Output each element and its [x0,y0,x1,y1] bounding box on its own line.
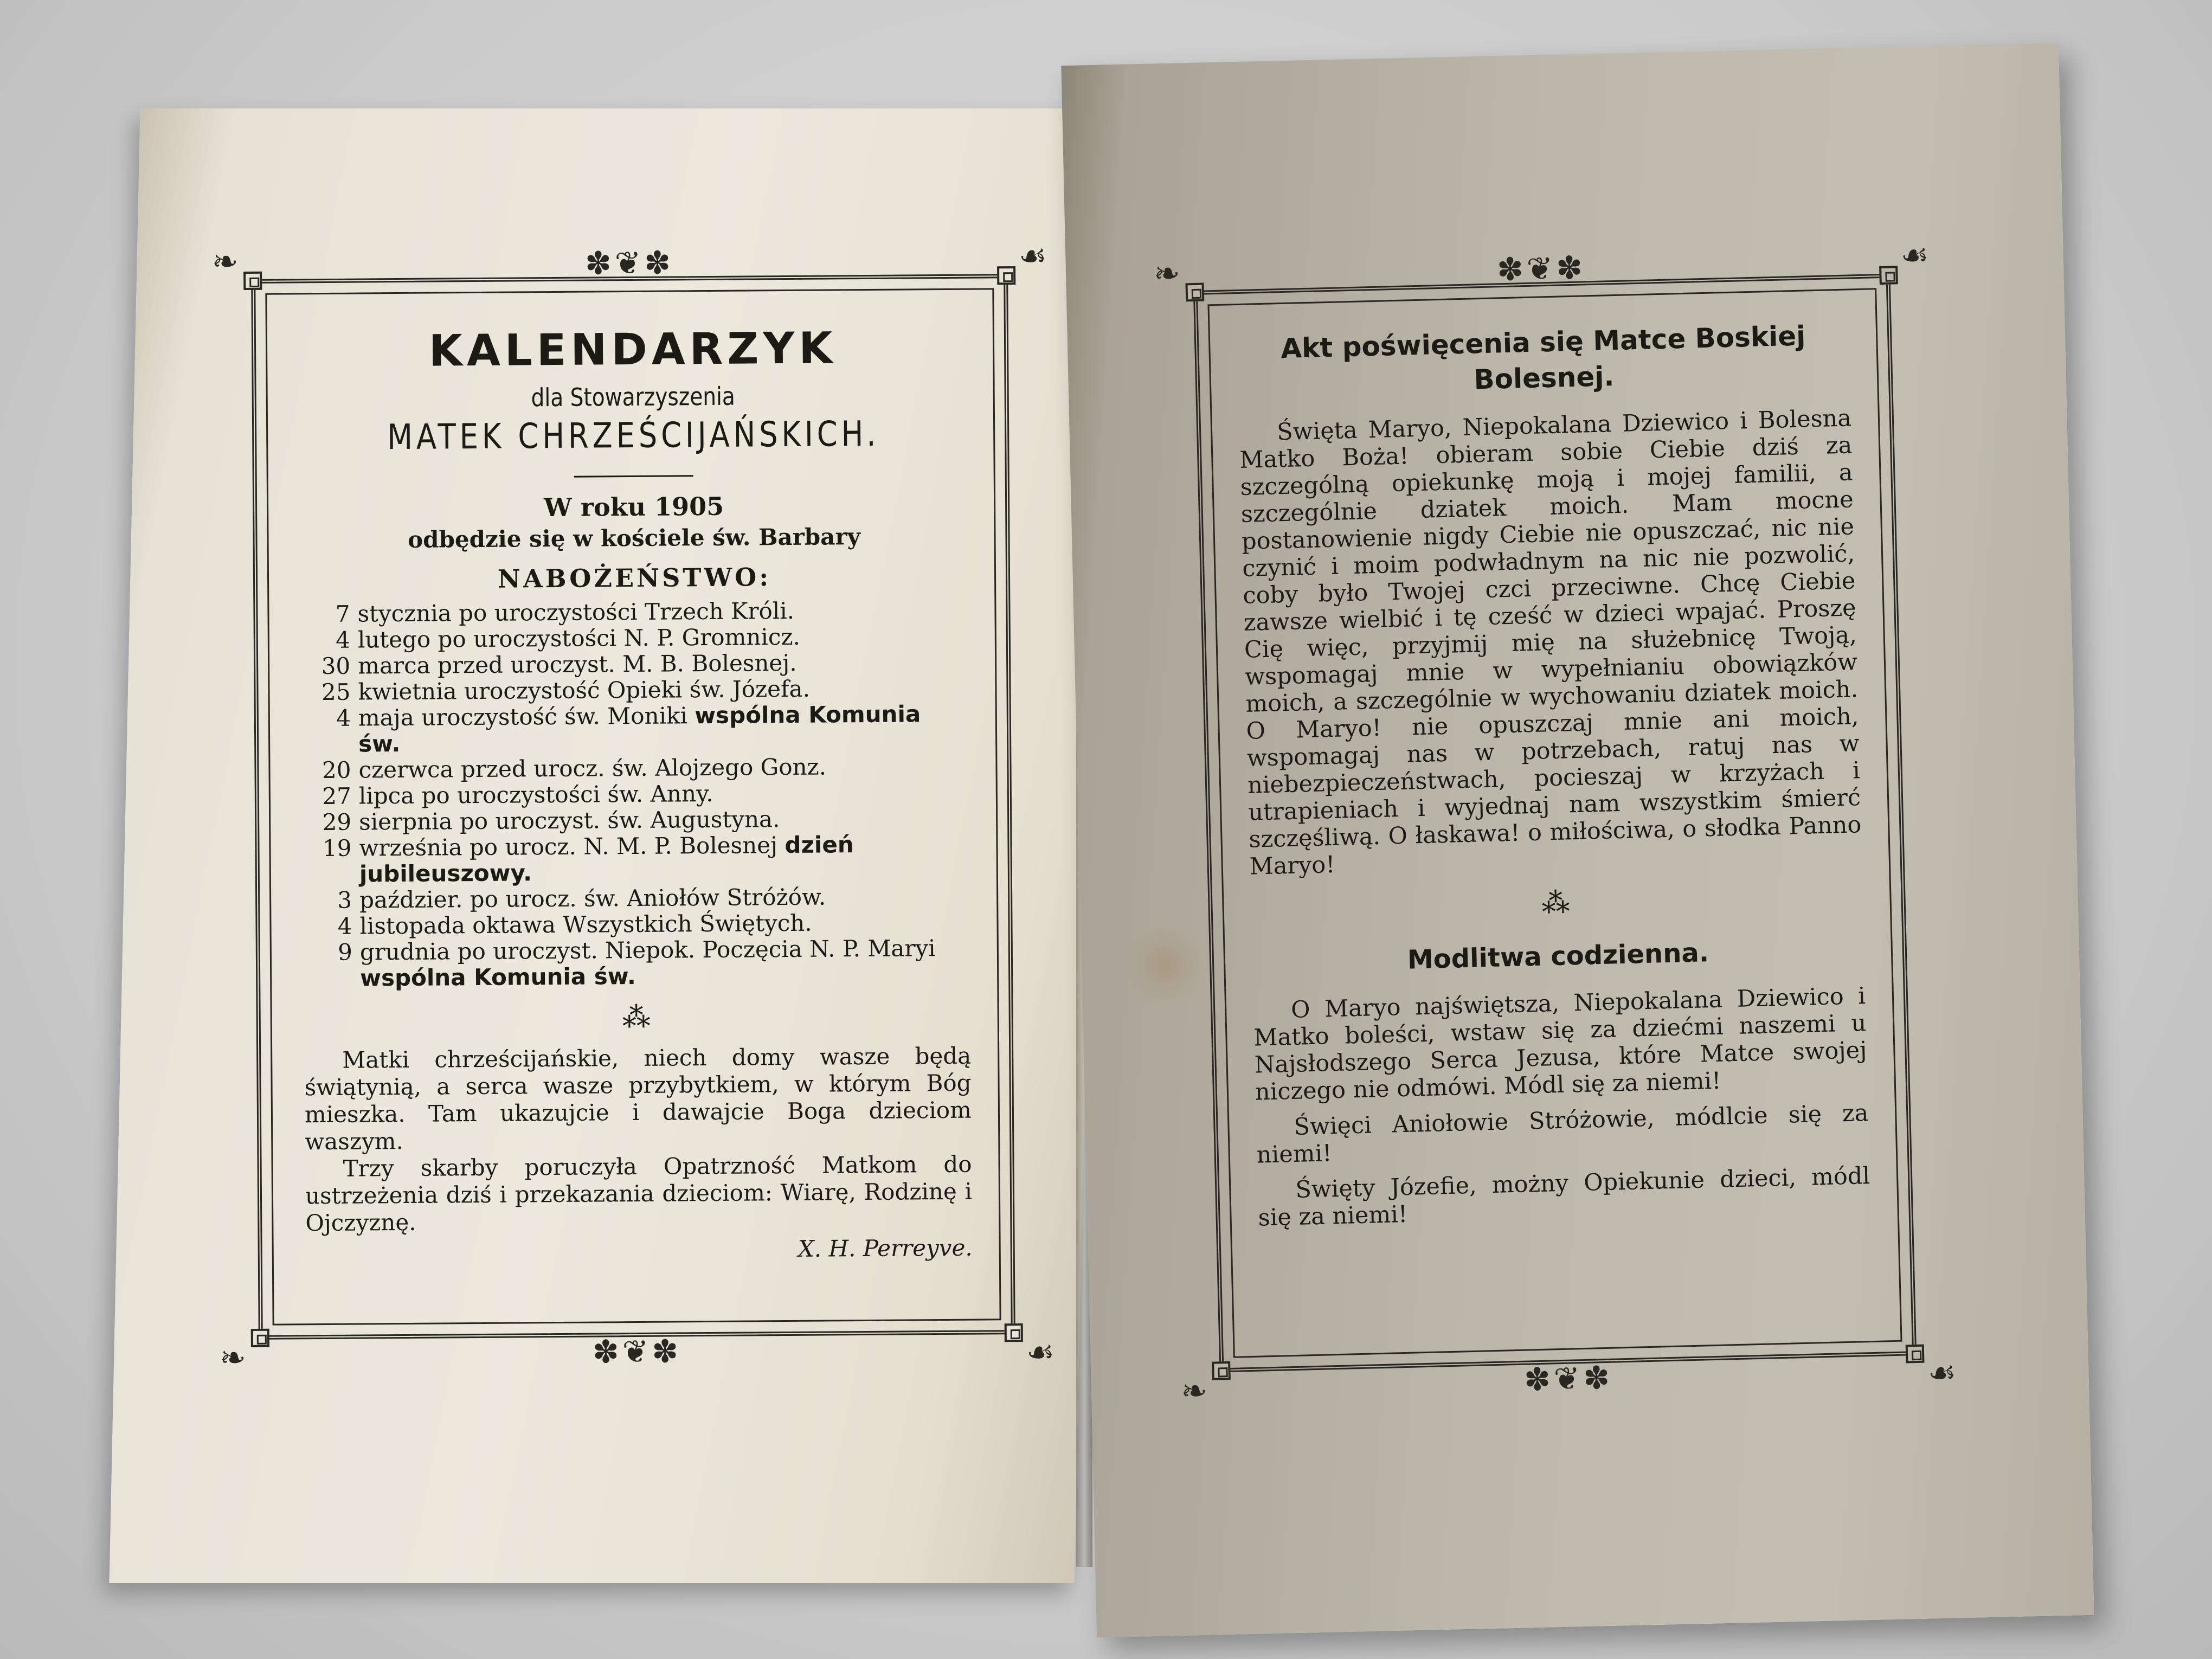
section-heading: Modlitwa codzienna. [1407,937,1709,975]
corner-ornament-icon [1005,1323,1023,1342]
paper-stain [1128,922,1204,1008]
calendar-text [359,831,970,888]
calendar-entry [302,753,969,784]
separator-ornament-icon: ⁂ [1541,886,1573,920]
daily-prayer-text: Święci Aniołowie Stróżowie, módlcie się za niemi! [1256,1099,1869,1169]
scroll-ornament-icon: ☙ [1927,1354,1957,1392]
calendar-text [360,935,971,992]
calendar-description: sierpnia po uroczyst. św. Augustyna. [359,806,780,835]
calendar-description: stycznia po uroczystości Trzech Króli. [357,597,795,627]
calendar-description: lutego po uroczystości N. P. Gromnicz. [357,623,801,653]
calendar-description: września po urocz. N. M. P. Bolesnej [359,832,778,861]
scroll-ornament-icon: ☙ [1026,1333,1055,1371]
calendar-highlight: wspólna Komunia św. [358,700,921,757]
calendar-entry [303,831,970,888]
corner-ornament-icon [1879,266,1898,285]
scroll-ornament-icon: ☙ [1900,236,1930,274]
prayer-text: Święta Maryo, Niepokalana Dziewico i Bolesna Matko Boża! obieram sobie Ciebie dziś za szczególną opiekunkę moją i mojej familii, a szczególnie dziatek moich. Mam mocne postanowienie nigdy Ciebie nie opuszczać, nic nie czynić i moim podwładnym na nic nie pozwolić, coby było Twojej czci przeciwne. Chcę Ciebie zawsze wielbić i tę cześć w dzieci wpajać. Proszę Cię więc, przyjmij mię na służebnicę Twoją, wspomagaj mnie w wypełnianiu obowiązków moich, a szczególnie w wychowaniu dziatek moich. O Maryo! nie opuszczaj mnie ani moich, wspomagaj nas w potrzebach, ratuj nas w niebezpieczeństwach, pocieszaj w krzyżach i utrapieniach i wyjednaj nam wszystkim śmierć szczęśliwą. O łaskawa! o miłościwa, o słodka Panno Maryo! [1239,404,1862,880]
calendar-description: grudnia po uroczyst. Niepok. Poczęcia N. P. Maryi [359,935,936,966]
calendar-text [358,623,968,653]
calendar-text [358,701,969,757]
calendar-highlight: wspólna Komunia św. [360,962,636,992]
paragraph: Matki chrześcijańskie, niech domy wasze będą świątynią, a serca wasze przybytkiem, w którym Bóg mieszka. Tam ukazujcie i dawajcie Boga dzieciom waszym. [304,1042,972,1155]
right-ornamental-frame [1153,236,1957,1410]
prayer-title: Akt poświęcenia się Matce Boskiej Bolesnej. [1280,320,1806,396]
calendar-day: 27 [322,782,352,810]
corner-ornament-icon [1185,283,1204,302]
calendar-description: maja uroczystość św. Moniki [358,702,688,731]
left-page-content [299,311,973,1266]
divider [574,475,693,478]
calendar-entry [304,935,971,992]
scroll-ornament-icon: ☙ [1018,237,1047,275]
calendar-text [359,883,970,914]
right-page-content [1236,300,1871,1231]
scroll-ornament-icon: ❧ [1153,254,1181,292]
calendar-entry [301,623,968,654]
scroll-ornament-icon: ✽❦✽ [584,244,674,282]
calendar-entry [301,597,968,628]
calendar-day: 9 [337,938,353,966]
corner-ornament-icon [1906,1345,1925,1364]
corner-ornament-icon [251,1329,269,1347]
page-title: KALENDARZYK [428,323,837,376]
daily-prayer-text: Święty Józefie, możny Opiekunie dzieci, módl się za niemi! [1258,1162,1870,1232]
calendar-description: marca przed uroczyst. M. B. Bolesnej. [358,649,797,679]
scroll-ornament-icon: ❧ [1180,1372,1208,1410]
subtitle-line: MATEK CHRZEŚCIJAŃSKICH. [387,414,880,458]
corner-ornament-icon [243,272,262,290]
calendar-list [301,597,970,992]
calendar-day: 30 [321,652,351,680]
scroll-ornament-icon: ❧ [211,243,239,280]
calendar-description: czerwca przed urocz. św. Alojzego Gonz. [358,753,827,783]
scroll-ornament-icon: ✽❦✽ [1496,249,1586,288]
calendar-day: 4 [335,626,351,653]
signature: X. H. Perreyve. [798,1234,973,1262]
scroll-ornament-icon: ✽❦✽ [1523,1359,1613,1398]
calendar-text [358,649,968,679]
calendar-entry [303,805,969,836]
scroll-ornament-icon: ✽❦✽ [592,1333,682,1371]
corner-ornament-icon [997,266,1015,285]
calendar-day: 19 [322,834,352,862]
paragraph: Trzy skarby poruczyła Opatrzność Matkom do ustrzeżenia dziś i przekazania dzieciom: Wiarę, Rodzinę i Ojczyznę. [305,1150,973,1237]
calendar-entry [302,701,969,758]
daily-prayer-text: O Maryo najświętsza, Niepokalana Dziewico i Matko boleści, wstaw się za dziećmi naszemi u Najsłodszego Serca Jezusa, które Matce swojej niczego nie odmówi. Módl się za niemi! [1253,982,1868,1106]
separator-ornament-icon: ⁂ [622,1001,653,1034]
calendar-entry [301,649,968,680]
calendar-day: 25 [321,678,351,706]
corner-ornament-icon [1212,1361,1231,1380]
calendar-day: 29 [322,808,352,836]
calendar-text [359,779,969,809]
calendar-description: listopada oktawa Wszystkich Świętych. [359,909,812,940]
calendar-text [358,753,969,783]
calendar-description: paździer. po urocz. św. Aniołów Stróżów. [359,883,826,914]
calendar-day: 4 [337,912,352,940]
calendar-text [359,805,969,835]
calendar-day: 3 [337,886,352,914]
calendar-text [357,597,968,627]
subtitle-line: dla Stowarzyszenia [531,381,736,413]
calendar-description: lipca po uroczystości św. Anny. [358,780,713,809]
calendar-day: 4 [336,704,351,731]
church-line: odbędzie się w kościele św. Barbary [407,523,861,553]
section-heading: NABOŻEŃSTWO: [497,562,771,594]
calendar-day: 20 [321,756,351,784]
left-ornamental-frame [211,237,1055,1377]
calendar-entry [303,779,969,810]
scroll-ornament-icon: ❧ [219,1339,246,1377]
calendar-day: 7 [335,600,350,627]
calendar-entry [303,883,970,914]
calendar-highlight: dzień jubileuszowy. [359,831,854,888]
year-line: W roku 1905 [543,491,724,523]
calendar-description: kwietnia uroczystość Opieki św. Józefa. [358,675,811,705]
